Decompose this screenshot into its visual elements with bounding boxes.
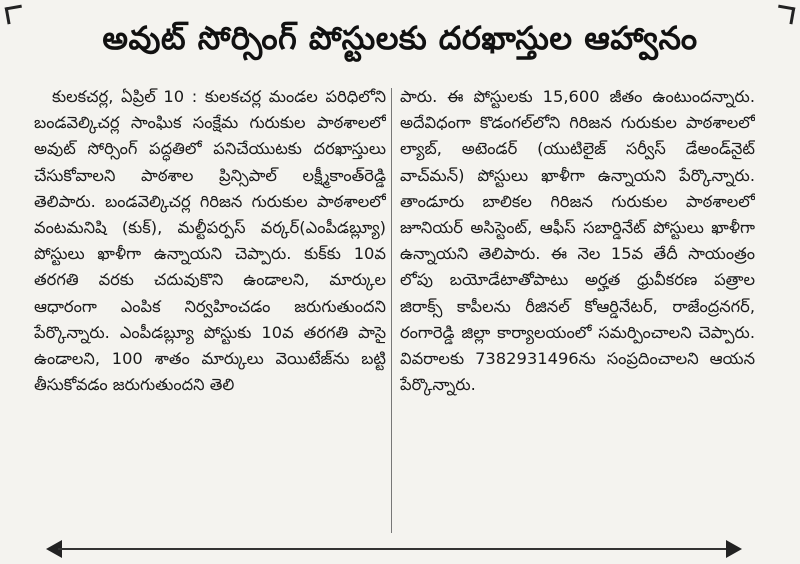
corner-crop-mark bbox=[5, 5, 25, 25]
bottom-divider bbox=[58, 548, 730, 550]
arrow-right-icon bbox=[726, 540, 742, 558]
article-column-right bbox=[400, 84, 755, 544]
column-divider bbox=[391, 88, 392, 533]
article-text-right: పారు. ఈ పోస్టులకు 15,600 జీతం ఉంటుందన్నారు. అదేవిధంగా కొడంగల్‌లోని గిరిజన గురుకుల పాఠశాలలో ల్యాబ్, అటెండర్ (యుటిలైజ్ సర్వీస్ డేఅండ్‌నైట్ వాచ్‌మన్) పోస్టులు ఖాళీగా ఉన్నాయని పేర్కొన్నారు. తాండూరు బాలికల గిరిజన గురుకుల పాఠశాలలో జూనియర్ అసిస్టెంట్, ఆఫీస్ సబార్డినేట్ పోస్టులు ఖాళీగా ఉన్నాయని తెలిపారు. ఈ నెల 15వ తేదీ సాయంత్రం లోపు బయోడేటాతోపాటు అర్హత ధ్రువీకరణ పత్రాల జిరాక్స్ కాపీలను రీజినల్ కోఆర్డినేటర్, రాజేంద్రనగర్, రంగారెడ్డి జిల్లా కార్యాలయంలో సమర్పించాలని చెప్పారు. వివరాలకు 7382931496ను సంప్రదించాలని ఆయన పేర్కొన్నారు. bbox=[400, 87, 755, 395]
article-headline: అవుట్ సోర్సింగ్ పోస్టులకు దరఖాస్తుల ఆహ్వానం bbox=[102, 19, 698, 57]
article-text-left: కులకచర్ల, ఏప్రిల్ 10 : కులకచర్ల మండల పరిధిలోని బండవెల్కిచర్ల సాంఘిక సంక్షేమ గురుకుల పాఠశాలలో అవుట్ సోర్సింగ్ పద్ధతిలో పనిచేయుటకు దరఖాస్తులు చేసుకోవాలని పాఠశాల ప్రిన్సిపాల్ లక్ష్మీకాంత్‌రెడ్డి తెలిపారు. బండవెల్కిచర్ల గిరిజన గురుకుల పాఠశాలలో వంటమనిషి (కుక్), మల్టీపర్పస్ వర్కర్(ఎంపీడబ్ల్యూ) పోస్టులు ఖాళీగా ఉన్నాయని చెప్పారు. కుక్‌కు 10వ తరగతి వరకు చదువుకొని ఉండాలని, మార్కుల ఆధారంగా ఎంపిక నిర్వహించడం జరుగుతుందని పేర్కొన్నారు. ఎంపీడబ్ల్యూ పోస్టుకు 10వ తరగతి పాసై ఉండాలని, 100 శాతం మార్కులు వెయిటేజ్‌ను బట్టి తీసుకోవడం జరుగుతుందని తెలి bbox=[34, 87, 386, 395]
article-column-left bbox=[34, 84, 386, 544]
corner-crop-mark bbox=[776, 5, 796, 25]
